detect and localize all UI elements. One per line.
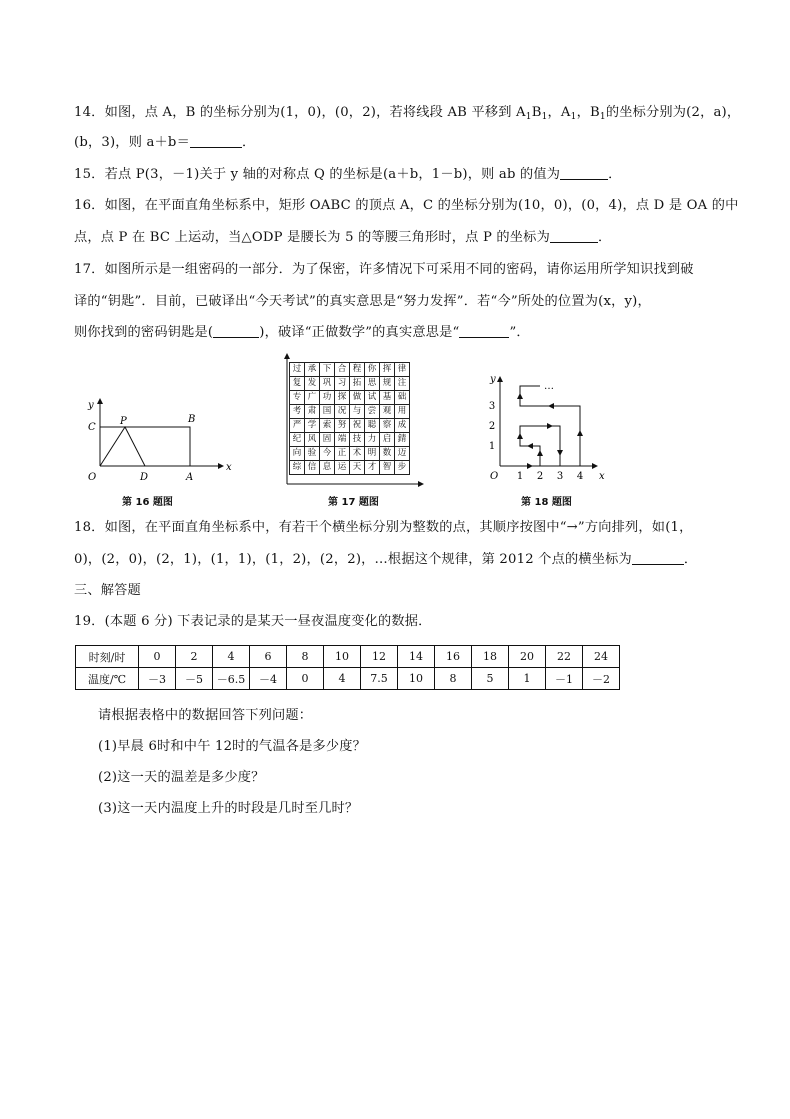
arrow-marker [527,463,533,469]
grid-cell: 信 [305,461,320,475]
label-d: D [140,472,149,483]
grid-cell: 用 [395,405,410,419]
q16-text: ． [597,230,612,245]
grid-cell: 做 [350,391,365,405]
row-header: 时刻/时 [76,646,139,668]
grid-cell: 探 [335,391,350,405]
table-cell-temperature: －2 [583,668,620,690]
grid-row [290,461,410,475]
q18-text: ． [683,552,698,567]
label-y: y [490,374,496,385]
grid-cell: 力 [365,433,380,447]
subscript: 1 [599,112,606,122]
subscript: 1 [525,112,532,122]
temperature-table [75,645,620,690]
y-axis-arrow [497,376,503,382]
arrow-marker [577,430,583,436]
grid-cell: 习 [335,377,350,391]
grid-cell: 向 [290,447,305,461]
grid-cell: 与 [350,405,365,419]
grid-row [290,377,410,391]
grid-cell: 观 [380,405,395,419]
rectangle-oabc [100,427,190,466]
grid-cell: 规 [380,377,395,391]
grid-cell: 律 [395,363,410,377]
table-cell-time: 0 [139,646,176,668]
arrow-marker [557,450,563,456]
grid-cell: 学 [305,419,320,433]
grid-cell: 尝 [365,405,380,419]
table-cell-temperature: 7.5 [361,668,398,690]
table-cell-temperature: 8 [435,668,472,690]
grid-cell: 下 [320,363,335,377]
x-axis-arrow [418,481,424,487]
table-cell-temperature: 10 [398,668,435,690]
y-tick-label: 3 [488,401,496,412]
label-p: P [120,416,127,427]
q14-text: (b，3)，则 a＋b＝ [74,135,190,150]
grid-cell: 挥 [380,363,395,377]
q15-line-1 [74,165,622,185]
label-x: x [226,462,232,473]
x-tick-label: 3 [556,471,564,482]
grid-cell: 拓 [350,377,365,391]
q17-text: )，破译“正做数学”的真实意思是“ [259,325,460,340]
q19-sub-question-2: (2)这一天的温差是多少度？ [98,770,265,785]
grid-cell: 肃 [305,405,320,419]
q17-text: 则你找到的密码钥匙是( [74,325,214,340]
q16-text: 点，点 P 在 BC 上运动，当△ODP 是腰长为 5 的等腰三角形时，点 P 的坐标为 [74,230,550,245]
y-axis-arrow [284,353,290,359]
table-cell-temperature: －4 [250,668,287,690]
grid-cell: 功 [320,391,335,405]
row-header: 温度/℃ [76,668,139,690]
q16-line-1: 16．如图，在平面直角坐标系中，矩形 OABC 的顶点 A，C 的坐标分别为(10，0)，(0，4)，点 D 是 OA 的中 [74,198,739,213]
grid-cell: 努 [335,419,350,433]
grid-cell: 国 [320,405,335,419]
grid-cell: 发 [305,377,320,391]
answer-blank[interactable] [213,323,259,338]
label-o: O [490,471,499,482]
grid-cell: 承 [305,363,320,377]
x-tick-label: 2 [536,471,544,482]
label-o: O [88,472,97,483]
x-tick-label: 1 [516,471,524,482]
grid-row [290,391,410,405]
table-cell-time: 8 [287,646,324,668]
table-cell-time: 16 [435,646,472,668]
table-cell-time: 6 [250,646,287,668]
table-cell-time: 18 [472,646,509,668]
q14-text: 14．如图，点 A，B 的坐标分别为(1，0)，(0，2)，若将线段 AB 平移到 A [74,105,526,120]
table-cell-temperature: 0 [287,668,324,690]
table-row [76,646,620,668]
triangle-odp [100,427,145,466]
x-tick-label: 4 [576,471,584,482]
grid-cell: 严 [290,419,305,433]
grid-cell: 成 [395,419,410,433]
q19-sub-question-3: (3)这一天内温度上升的时段是几时至几时？ [98,801,359,816]
q15-text: 15．若点 P(3，－1)关于 y 轴的对称点 Q 的坐标是(a＋b，1－b)，则 ab 的值为 [74,167,561,182]
grid-cell: 广 [305,391,320,405]
grid-cell: 思 [365,377,380,391]
arrow-marker [548,403,554,409]
grid-cell: 你 [365,363,380,377]
grid-cell: 錆 [395,433,410,447]
grid-cell: 今 [320,447,335,461]
grid-cell: 基 [380,391,395,405]
q17-line-2: 译的“钥匙”．目前，已破译出“今天考试”的真实意思是“努力发挥”．若“今”所处的位置为(x，y)， [74,294,651,309]
arrow-marker [517,393,523,399]
grid-cell: 固 [320,433,335,447]
grid-cell: 察 [380,419,395,433]
figure-16 [80,392,230,487]
table-cell-temperature: －6.5 [213,668,250,690]
figure-18 [484,366,610,490]
answer-blank[interactable] [550,228,598,243]
q14-text: ． [241,135,256,150]
grid-cell: 纪 [290,433,305,447]
grid-cell: 合 [335,363,350,377]
table-cell-time: 22 [546,646,583,668]
arrow-marker [537,450,543,456]
grid-row [290,433,410,447]
label-a: A [186,472,194,483]
table-cell-time: 2 [176,646,213,668]
y-tick-label: 1 [488,441,496,452]
grid-cell: 天 [350,461,365,475]
x-axis-arrow [592,463,598,469]
answer-blank[interactable] [459,323,509,338]
grid-cell: 技 [350,433,365,447]
subscript: 1 [570,112,577,122]
q14-text: ，B [576,105,600,120]
q17-line-3 [74,323,530,343]
q19-prompt: 请根据表格中的数据回答下列问题： [98,708,313,723]
grid-cell: 况 [335,405,350,419]
grid-cell: 聪 [365,419,380,433]
label-b: B [188,414,196,425]
q14-line-1 [74,103,740,123]
grid-cell: 验 [305,447,320,461]
grid-row [290,447,410,461]
figure-17-caption: 第 17 题图 [328,497,379,508]
table-cell-temperature: 1 [509,668,546,690]
grid-cell: 智 [380,461,395,475]
grid-cell: 端 [335,433,350,447]
grid-cell: 考 [290,405,305,419]
grid-cell: 综 [290,461,305,475]
grid-cell: 正 [335,447,350,461]
grid-cell: 术 [350,447,365,461]
figure-18-caption: 第 18 题图 [521,497,572,508]
table-cell-temperature: －5 [176,668,213,690]
table-cell-time: 10 [324,646,361,668]
subscript: 1 [541,112,548,122]
table-cell-temperature: 4 [324,668,361,690]
arrow-marker [547,423,553,429]
q15-text: ． [608,167,622,182]
q14-text: B [531,105,542,120]
label-x: x [599,471,605,482]
grid-cell: 启 [380,433,395,447]
grid-cell: 程 [350,363,365,377]
arrow-marker [527,443,533,449]
q19-sub-question-1: (1)早晨 6时和中午 12时的气温各是多少度？ [98,739,367,754]
figure-16-caption: 第 16 题图 [122,497,173,508]
q16-line-2 [74,228,611,248]
table-row [76,668,620,690]
table-cell-temperature: 5 [472,668,509,690]
ellipsis: … [544,381,554,392]
answer-blank[interactable] [190,133,242,148]
grid-cell: 复 [290,377,305,391]
table-cell-time: 12 [361,646,398,668]
grid-cell: 巩 [320,377,335,391]
grid-cell: 迈 [395,447,410,461]
grid-cell: 祝 [350,419,365,433]
q18-text: 0)，(2，0)，(2，1)，(1，1)，(1，2)，(2，2)，…根据这个规律，第 2012 个点的横坐标为 [74,552,632,567]
grid-cell: 才 [365,461,380,475]
y-tick-label: 2 [488,421,496,432]
arrow-marker [517,433,523,439]
label-c: C [88,422,96,433]
q14-text: 的坐标分别为(2，a)， [605,105,741,120]
grid-row [290,363,410,377]
table-cell-time: 14 [398,646,435,668]
grid-cell: 明 [365,447,380,461]
answer-blank[interactable] [632,550,684,565]
q19-title: 19．(本题 6 分) 下表记录的是某天一昼夜温度变化的数据． [74,614,432,629]
answer-blank[interactable] [560,165,608,180]
cipher-grid [289,362,410,475]
q14-text: ，A [547,105,571,120]
table-cell-time: 24 [583,646,620,668]
table-cell-time: 20 [509,646,546,668]
table-cell-time: 4 [213,646,250,668]
q17-line-1: 17．如图所示是一组密码的一部分．为了保密，许多情况下可采用不同的密码，请你运用所学知识找到破 [74,262,694,277]
table-cell-temperature: －1 [546,668,583,690]
table-cell-temperature: －3 [139,668,176,690]
grid-cell: 步 [395,461,410,475]
q18-line-2 [74,550,697,570]
label-y: y [88,400,94,411]
grid-cell: 数 [380,447,395,461]
grid-cell: 风 [305,433,320,447]
grid-cell: 专 [290,391,305,405]
x-axis-arrow [218,463,224,469]
grid-cell: 息 [320,461,335,475]
q17-text: ”． [509,325,530,340]
grid-cell: 注 [395,377,410,391]
grid-row [290,405,410,419]
grid-cell: 过 [290,363,305,377]
grid-cell: 索 [320,419,335,433]
y-axis-arrow [97,398,103,404]
q18-line-1: 18．如图，在平面直角坐标系中，有若干个横坐标分别为整数的点，其顺序按图中“→”方向排列，如(1， [74,520,693,535]
section-heading: 三、解答题 [74,583,141,598]
grid-row [290,419,410,433]
q14-line-2 [74,133,255,153]
grid-cell: 运 [335,461,350,475]
grid-cell: 试 [365,391,380,405]
grid-cell: 础 [395,391,410,405]
